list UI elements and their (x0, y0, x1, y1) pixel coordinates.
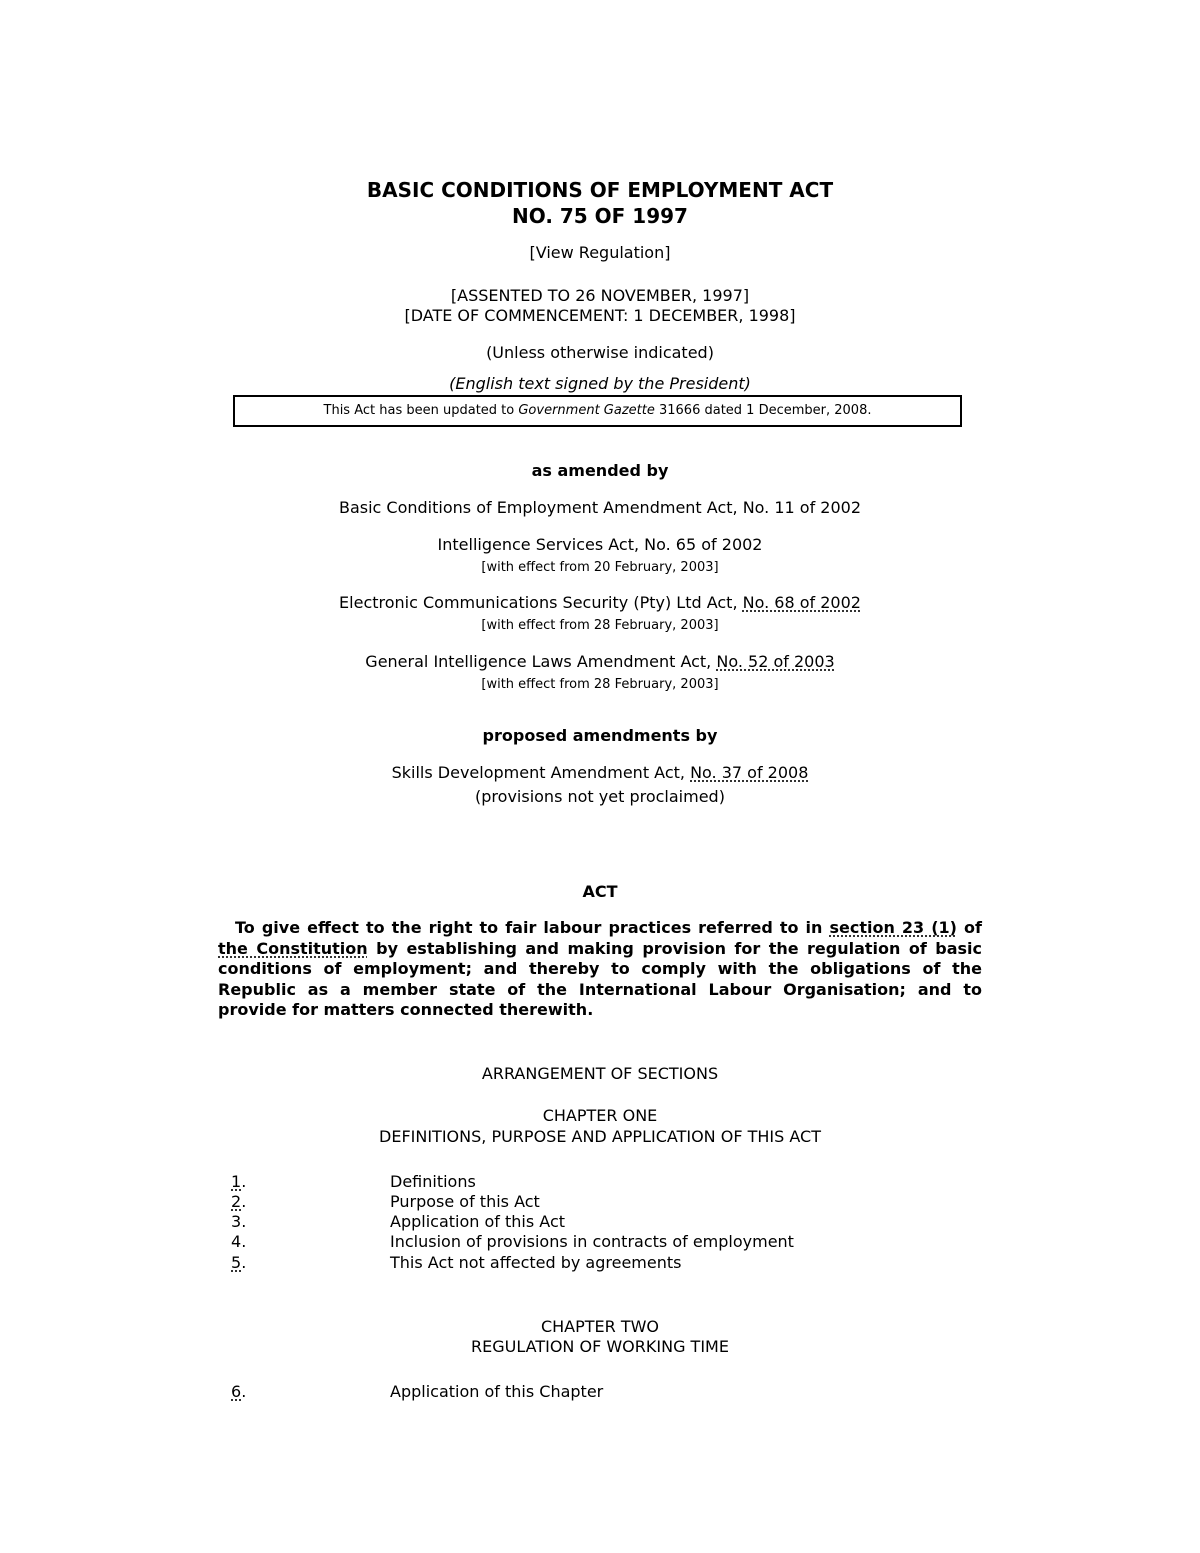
constitution-link[interactable]: the Constitution (218, 938, 368, 958)
view-regulation-link[interactable]: [View Regulation] (529, 243, 671, 262)
amended-by-heading: as amended by (531, 461, 669, 480)
proposed-act-name: Skills Development Amendment Act, (391, 763, 691, 782)
gazette-name: Government Gazette (518, 403, 655, 418)
update-notice-suffix: 31666 dated 1 December, 2008. (654, 403, 872, 418)
section-23-link[interactable]: section 23 (1) (829, 918, 957, 937)
unless-indicated-note: (Unless otherwise indicated) (486, 343, 714, 362)
section-title-6: Application of this Chapter (390, 1382, 604, 1401)
section-number-6[interactable]: 6. (231, 1382, 247, 1401)
section-title-5: This Act not affected by agreements (390, 1253, 682, 1272)
amending-act-1: Basic Conditions of Employment Amendment Act, No. 11 of 2002 (338, 498, 862, 517)
chapter-two-number: CHAPTER TWO (540, 1317, 660, 1336)
amending-act-3 (0, 593, 1200, 612)
proposed-act-link[interactable]: No. 37 of 2008 (690, 763, 809, 782)
long-title (218, 918, 982, 1021)
english-text-note: (English text signed by the President) (449, 374, 751, 393)
amending-act-2-effect: [with effect from 20 February, 2003] (481, 560, 719, 575)
long-title-part-3: by establishing and making provision for the regulation of basic conditions of employment; and thereby to comply with the obligations of the Republic as a member state of the International Labour Organisation; and to provide for matters connected therewith. (218, 938, 982, 1019)
act-title: BASIC CONDITIONS OF EMPLOYMENT ACT (366, 178, 834, 202)
proposed-amendments-heading: proposed amendments by (482, 726, 718, 745)
proposed-act-note: (provisions not yet proclaimed) (475, 787, 725, 806)
chapter-one-number: CHAPTER ONE (542, 1106, 658, 1125)
section-title-2: Purpose of this Act (390, 1192, 540, 1211)
section-number-5[interactable]: 5. (231, 1253, 247, 1272)
chapter-two-title: REGULATION OF WORKING TIME (471, 1337, 729, 1356)
arrangement-heading: ARRANGEMENT OF SECTIONS (481, 1064, 719, 1083)
section-title-4: Inclusion of provisions in contracts of employment (390, 1232, 794, 1251)
act-number: NO. 75 OF 1997 (512, 204, 688, 228)
section-number-4: 4. (231, 1232, 247, 1251)
amending-act-2: Intelligence Services Act, No. 65 of 2002 (437, 535, 763, 554)
section-title-3: Application of this Act (390, 1212, 566, 1231)
amending-act-3-name: Electronic Communications Security (Pty) Ltd Act, (339, 593, 743, 612)
amending-act-4-link[interactable]: No. 52 of 2003 (716, 652, 835, 671)
commencement-date: [DATE OF COMMENCEMENT: 1 DECEMBER, 1998] (404, 306, 796, 325)
long-title-part-1: To give effect to the right to fair labour practices referred to in (235, 918, 830, 937)
proposed-act (0, 763, 1200, 782)
amending-act-3-effect: [with effect from 28 February, 2003] (481, 618, 719, 633)
amending-act-4-name: General Intelligence Laws Amendment Act, (365, 652, 717, 671)
chapter-one-title: DEFINITIONS, PURPOSE AND APPLICATION OF THIS ACT (379, 1127, 821, 1146)
amending-act-4 (0, 652, 1200, 671)
long-title-part-2: of (956, 918, 982, 937)
section-number-3: 3. (231, 1212, 247, 1231)
section-number-1[interactable]: 1. (231, 1172, 247, 1191)
amending-act-4-effect: [with effect from 28 February, 2003] (481, 677, 719, 692)
assented-date: [ASSENTED TO 26 NOVEMBER, 1997] (450, 286, 750, 305)
amending-act-3-link[interactable]: No. 68 of 2002 (742, 593, 861, 612)
act-heading: ACT (582, 882, 618, 901)
update-notice-prefix: This Act has been updated to (323, 403, 519, 418)
section-number-2[interactable]: 2. (231, 1192, 247, 1211)
update-notice-box (233, 395, 962, 427)
section-title-1: Definitions (390, 1172, 476, 1191)
